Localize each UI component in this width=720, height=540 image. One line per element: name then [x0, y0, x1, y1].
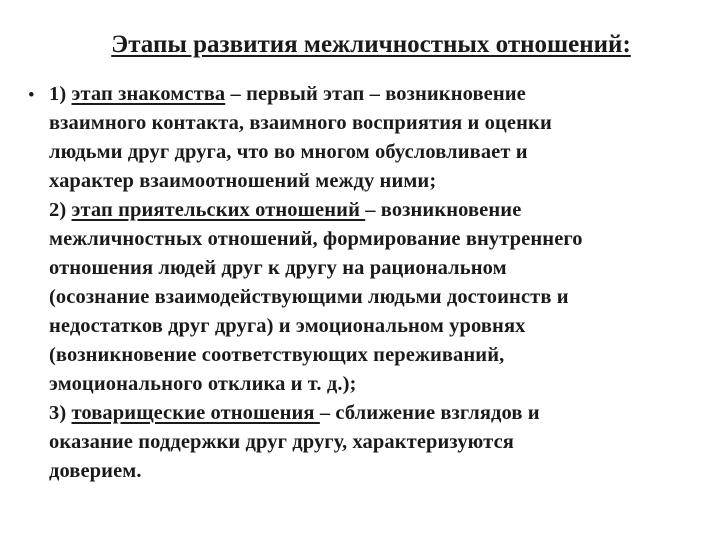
stage-2-term: этап приятельских отношений: [71, 199, 366, 221]
stage-3-first-line: [49, 399, 709, 428]
stage-3-line: оказание поддержки друг другу, характеризуются: [49, 431, 514, 453]
stage-3-line: доверием.: [49, 460, 142, 482]
stage-2-line: недостатков друг друга) и эмоциональном уровнях: [49, 315, 526, 337]
stage-2-line: (осознание взаимодействующими людьми достоинств и: [49, 286, 569, 308]
slide-body: [49, 80, 709, 486]
bullet-icon: •: [28, 85, 35, 106]
stage-2-line: эмоционального отклика и т. д.);: [49, 373, 357, 395]
stage-1-term: этап знакомства: [71, 83, 226, 105]
stage-2-line: (возникновение соответствующих переживаний,: [49, 344, 505, 366]
stage-3-number: 3): [49, 402, 67, 424]
slide-title: Этапы развития межличностных отношений:: [111, 31, 631, 58]
stage-1-rest: – первый этап – возникновение: [225, 83, 526, 105]
stage-1-number: 1): [49, 83, 67, 105]
stage-2-line: межличностных отношений, формирование внутреннего: [49, 228, 583, 250]
stage-2-number: 2): [49, 199, 67, 221]
stage-3-rest: – сближение взглядов и: [319, 402, 540, 424]
stage-3-term: товарищеские отношения: [71, 402, 320, 424]
stage-1-line: характер взаимоотношений между ними;: [49, 170, 437, 192]
stage-1-first-line: [49, 80, 709, 109]
stage-2-first-line: [49, 196, 709, 225]
stage-2-rest: – возникновение: [365, 199, 522, 221]
stage-1-line: взаимного контакта, взаимного восприятия и оценки: [49, 112, 552, 134]
stage-1-line: людьми друг друга, что во многом обусловливает и: [49, 141, 528, 163]
stage-2-line: отношения людей друг к другу на рациональном: [49, 257, 507, 279]
